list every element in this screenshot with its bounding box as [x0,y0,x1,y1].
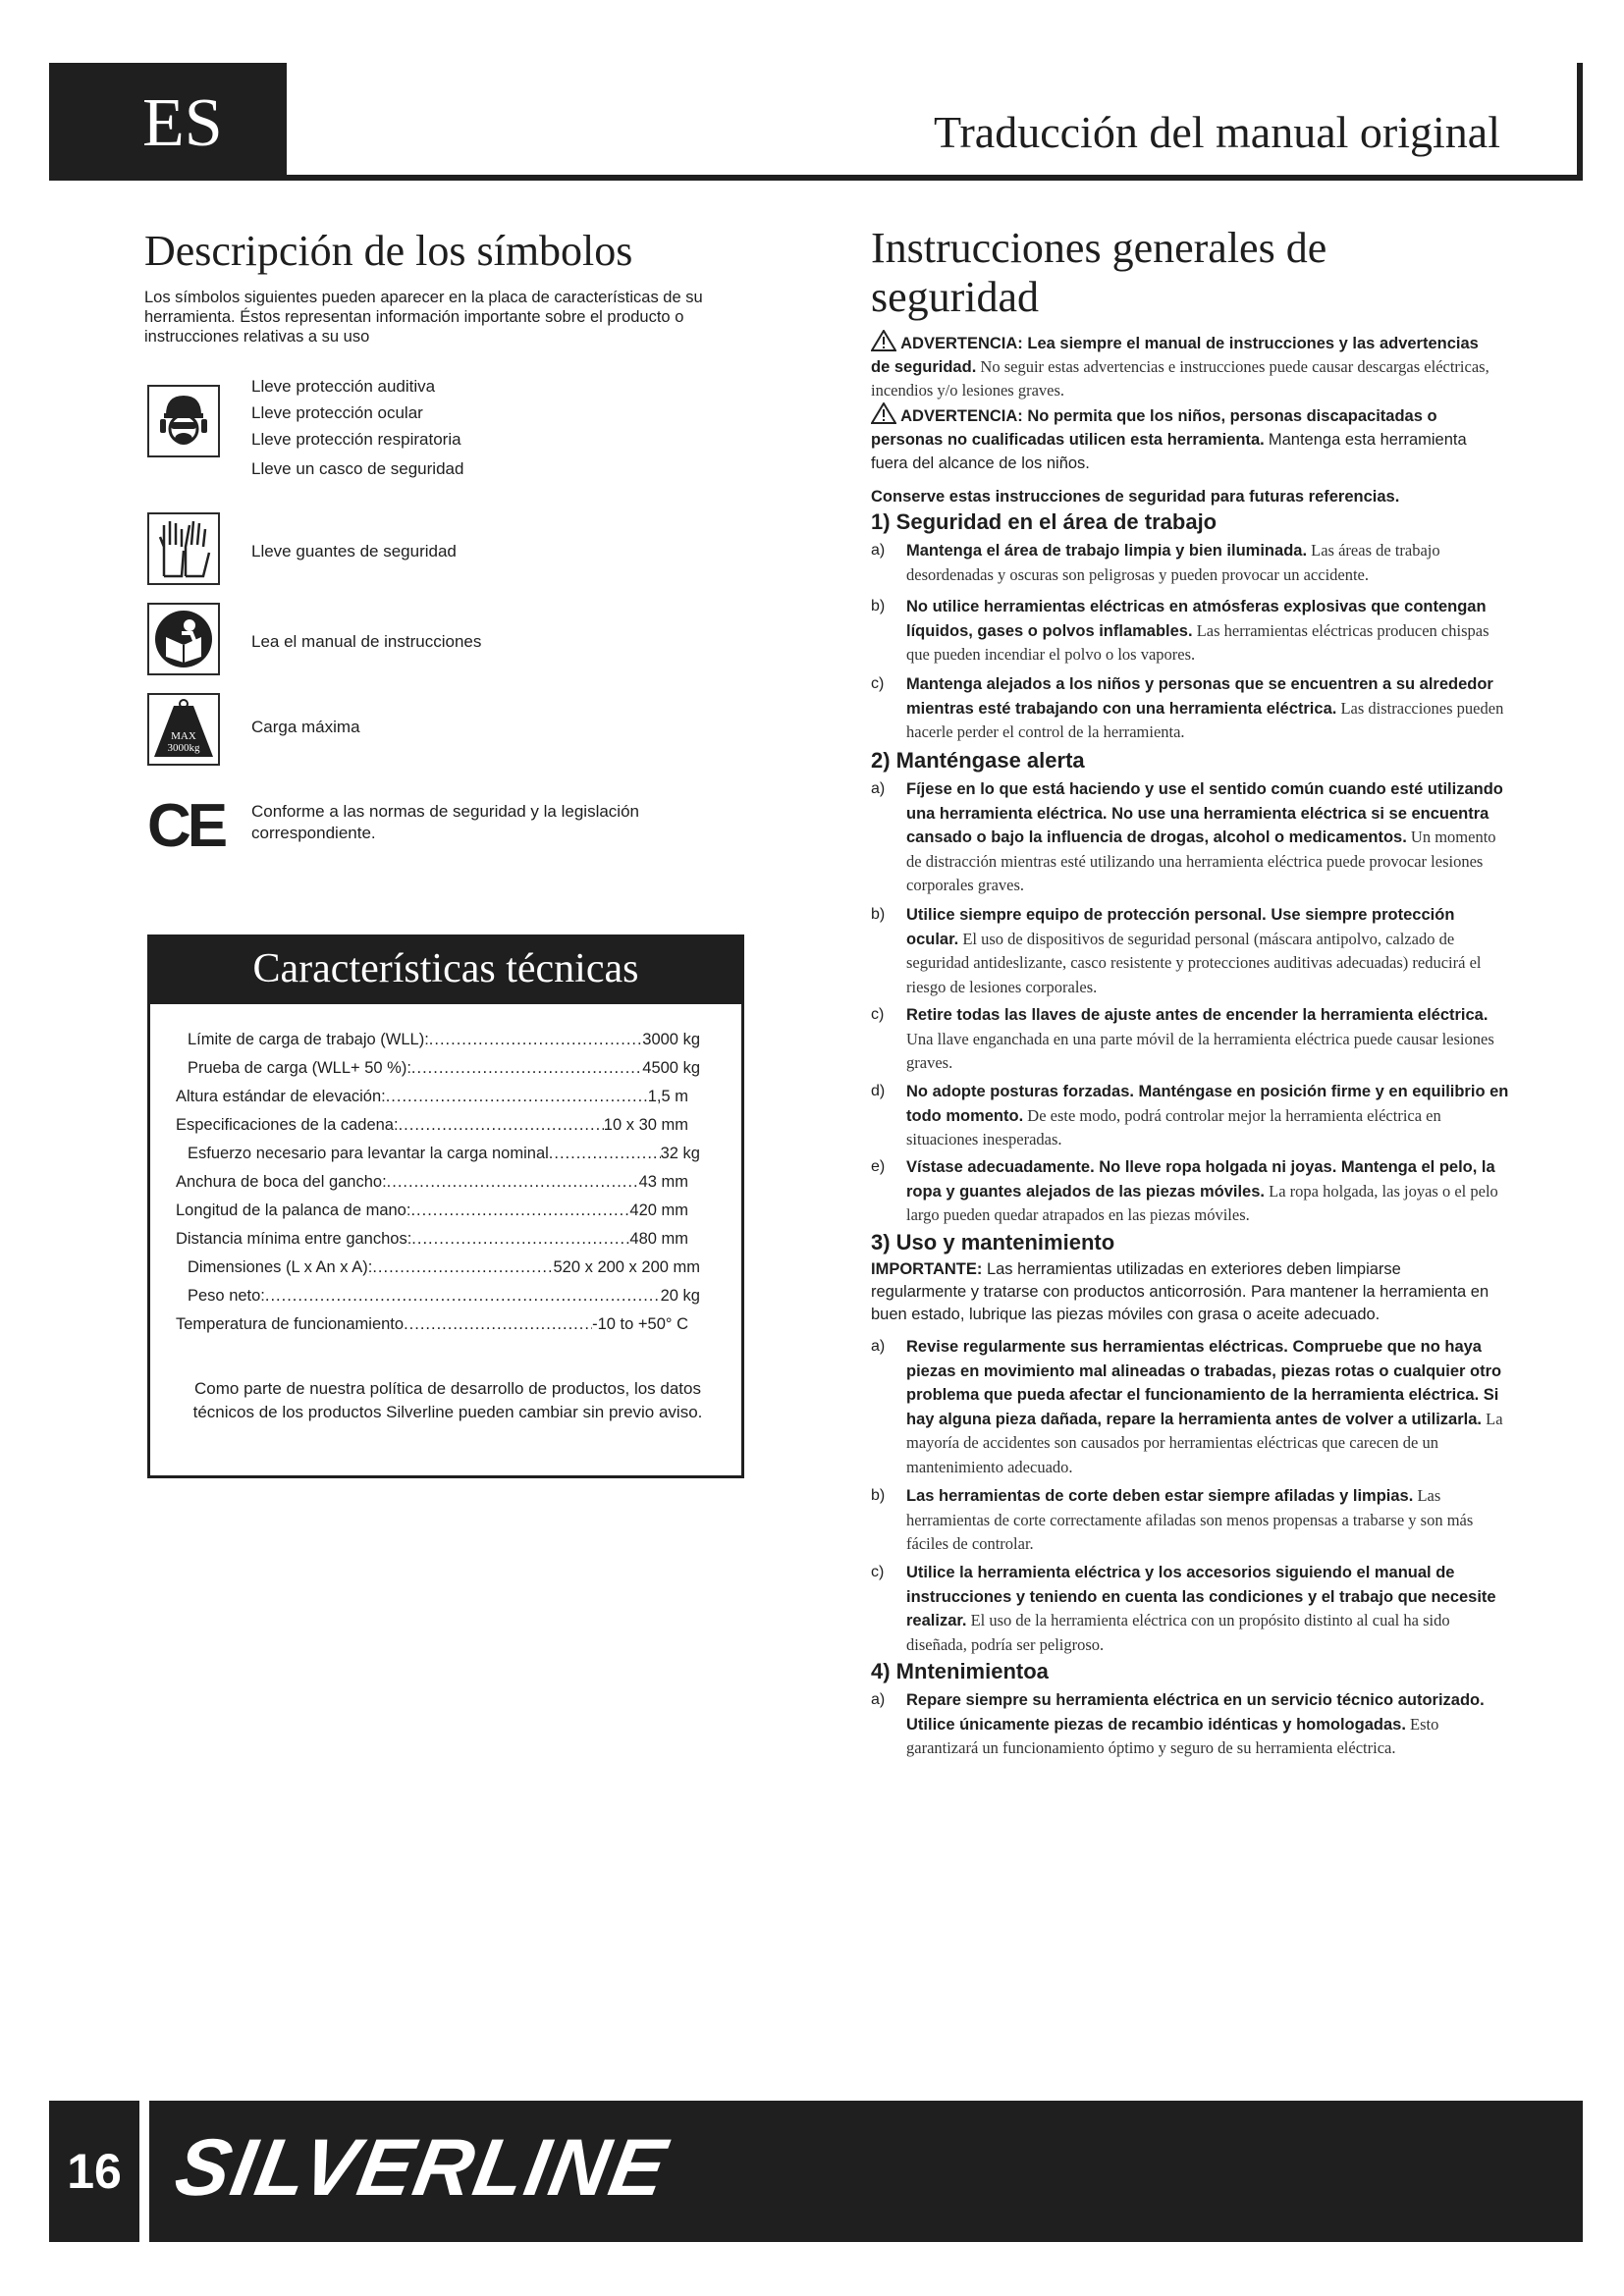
list-item: a) Revise regularmente sus herramientas eléctricas. Compruebe que no haya piezas en movimiento mal alineadas o trabadas, piezas rotas o cualquier otro problema que pueda afectar el funcionamiento de la herramienta eléctrica. Si hay alguna pieza dañada, repare la herramienta antes de volver a utilizarla. La mayoría de accidentes son causados por herramientas eléctricas que carecen de un mantenimiento adecuado. [871,1338,1503,1476]
gloves-icon [147,512,220,585]
spec-value: 4500 kg [642,1059,700,1077]
list-item: e) Vístase adecuadamente. No lleve ropa holgada ni joyas. Mantenga el pelo, la ropa y guantes alejados de las piezas móviles. La ropa holgada, las joyas o el pelo largo pueden quedar atrapados en las piezas móviles. [871,1158,1498,1224]
language-code: ES [142,85,223,161]
spec-value: 480 mm [629,1230,688,1248]
spec-value: 32 kg [660,1145,700,1162]
specifications-note: Como parte de nuestra política de desarrollo de productos, los datos técnicos de los productos Silverline pueden cambiar sin previo aviso. [192,1379,703,1421]
spec-row [176,1230,688,1249]
max-icon-weight: 3000kg [167,742,200,754]
list-item: a) Fíjese en lo que está haciendo y use el sentido común cuando esté utilizando una herramienta eléctrica. No use una herramienta eléctrica si se encuentra cansado o bajo la influencia de drogas, alcohol o medicamentos. Un momento de distracción mientras esté utilizando una herramienta eléctrica puede provocar lesiones corporales graves. [871,780,1503,894]
spec-label: Longitud de la palanca de mano: [176,1201,411,1219]
spec-row [176,1116,688,1135]
language-tab [49,63,287,181]
spec-label: Especificaciones de la cadena: [176,1116,399,1134]
spec-row [188,1059,700,1078]
spec-value: 1,5 m [647,1088,688,1105]
spec-value: 10 x 30 mm [603,1116,688,1134]
spec-label: Anchura de boca del gancho: [176,1173,387,1191]
symbol-label-manual: Lea el manual de instrucciones [251,632,482,651]
specifications-heading: Características técnicas [150,937,741,1004]
warning-2-text: Mantenga esta herramienta fuera del alcance de los niños. [871,431,1467,472]
warning-1 [871,330,1499,402]
symbols-intro: Los símbolos siguientes pueden aparecer en la placa de características de su herramienta. Éstos representan información importante sobre el producto o instrucciones relativas a su uso [144,289,703,346]
warning-1-bold: ADVERTENCIA: Lea siempre el manual de instrucciones y las advertencias de seguridad. [871,335,1479,376]
spec-value: 43 mm [638,1173,688,1191]
spec-row [188,1031,700,1049]
spec-label: Dimensiones (L x An x A): [188,1258,373,1276]
spec-row [176,1201,688,1220]
spec-value: 520 x 200 x 200 mm [553,1258,700,1276]
spec-label: Esfuerzo necesario para levantar la carga nominal [188,1145,549,1162]
symbols-heading: Descripción de los símbolos [144,227,633,275]
list-item: d) No adopte posturas forzadas. Manténgase en posición firme y en equilibrio en todo momento. De este modo, podrá controlar mejor la herramienta eléctrica en situaciones inesperadas. [871,1083,1509,1148]
symbol-label-max-load: Carga máxima [251,718,360,736]
safety-heading: Instrucciones generales de seguridad [871,224,1327,321]
specifications-box [147,934,744,1478]
warning-triangle-icon [871,330,896,351]
max-load-icon [147,693,220,766]
warning-2 [871,402,1499,475]
important-note: IMPORTANTE: Las herramientas utilizadas en exteriores deben limpiarse regularmente y tratarse con productos anticorrosión. Para mantener la herramienta en buen estado, lubrique las piezas móviles con grasa o aceite adecuado. [871,1260,1489,1323]
spec-value: -10 to +50° C [592,1315,688,1333]
warning-1-text: No seguir estas advertencias e instrucciones puede causar descargas eléctricas, incendios y/o lesiones graves. [871,357,1489,400]
list-item: a) Mantenga el área de trabajo limpia y bien iluminada. Las áreas de trabajo desordenadas y oscuras son peligrosas y pueden provocar un accidente. [871,541,1440,584]
symbol-label-helmet: Lleve un casco de seguridad [251,459,464,478]
spec-row [176,1088,688,1106]
keep-instructions: Conserve estas instrucciones de seguridad para futuras referencias. [871,488,1400,506]
symbol-label-hearing: Lleve protección auditiva [251,377,436,396]
list-item: b) Las herramientas de corte deben estar siempre afiladas y limpias. Las herramientas de corte correctamente afiladas son menos propensas a trabarse y son más fáciles de controlar. [871,1486,1474,1553]
section-2-heading: 2) Manténgase alerta [871,748,1085,773]
header-vertical-rule [1577,63,1583,181]
spec-row [188,1258,700,1277]
ce-mark-icon: CE [147,792,225,860]
list-item: b) Utilice siempre equipo de protección personal. Use siempre protección ocular. El uso de dispositivos de seguridad personal (máscara antipolvo, calzado de seguridad antideslizante, casco resistente y protecciones auditivas adecuadas) reducirá el riesgo de lesiones corporales. [871,906,1482,996]
read-manual-icon [147,603,220,675]
warning-triangle-icon [871,402,896,424]
spec-label: Prueba de carga (WLL+ 50 %): [188,1059,411,1077]
symbol-label-ce: Conforme a las normas de seguridad y la legislación correspondiente. [251,802,639,842]
list-item: b) No utilice herramientas eléctricas en atmósferas explosivas que contengan líquidos, gases o polvos inflamables. Las herramientas eléctricas producen chispas que pueden incendiar el polvo o los vapores. [871,598,1489,664]
spec-row [176,1315,688,1334]
section-3-heading: 3) Uso y mantenimiento [871,1230,1115,1255]
brand-logo: SILVERLINE [169,2123,675,2213]
section-1-heading: 1) Seguridad en el área de trabajo [871,509,1218,534]
list-item: a) Repare siempre su herramienta eléctrica en un servicio técnico autorizado. Utilice únicamente piezas de recambio idénticas y homologadas. Esto garantizará un funcionamiento óptimo y seguro de su herramienta eléctrica. [871,1691,1485,1757]
max-icon-text: MAX [171,730,196,742]
symbol-label-gloves: Lleve guantes de seguridad [251,542,457,561]
header-rule [287,175,1583,181]
spec-label: Temperatura de funcionamiento [176,1315,405,1333]
spec-label: Distancia mínima entre ganchos: [176,1230,412,1248]
spec-label: Peso neto: [188,1287,265,1305]
symbol-label-respiratory: Lleve protección respiratoria [251,430,461,449]
spec-label: Altura estándar de elevación: [176,1088,386,1105]
warning-2-bold: ADVERTENCIA: No permita que los niños, personas discapacitadas o personas no cualificadas utilicen esta herramienta. [871,407,1437,449]
spec-label: Límite de carga de trabajo (WLL): [188,1031,429,1048]
list-item: c) Retire todas las llaves de ajuste antes de encender la herramienta eléctrica. Una llave enganchada en una parte móvil de la herramienta eléctrica puede causar lesiones graves. [871,1006,1494,1072]
spec-row [176,1173,688,1192]
spec-value: 3000 kg [642,1031,700,1048]
list-item: c) Mantenga alejados a los niños y personas que se encuentren a su alrededor mientras esté trabajando con una herramienta eléctrica. Las distracciones pueden hacerle perder el control de la herramienta. [871,675,1504,741]
page-title: Traducción del manual original [934,107,1500,157]
symbol-label-eye: Lleve protección ocular [251,403,423,422]
spec-value: 20 kg [660,1287,700,1305]
ppe-icon [147,385,220,457]
spec-row [188,1287,700,1306]
spec-value: 420 mm [629,1201,688,1219]
spec-row [188,1145,700,1163]
section-4-heading: 4) Mntenimientoa [871,1659,1049,1683]
page-number: 16 [49,2101,139,2242]
list-item: c) Utilice la herramienta eléctrica y los accesorios siguiendo el manual de instrucciones y teniendo en cuenta las condiciones y el trabajo que necesite realizar. El uso de la herramienta eléctrica con un propósito distinto al cual ha sido diseñada, podría ser peligroso. [871,1564,1496,1654]
